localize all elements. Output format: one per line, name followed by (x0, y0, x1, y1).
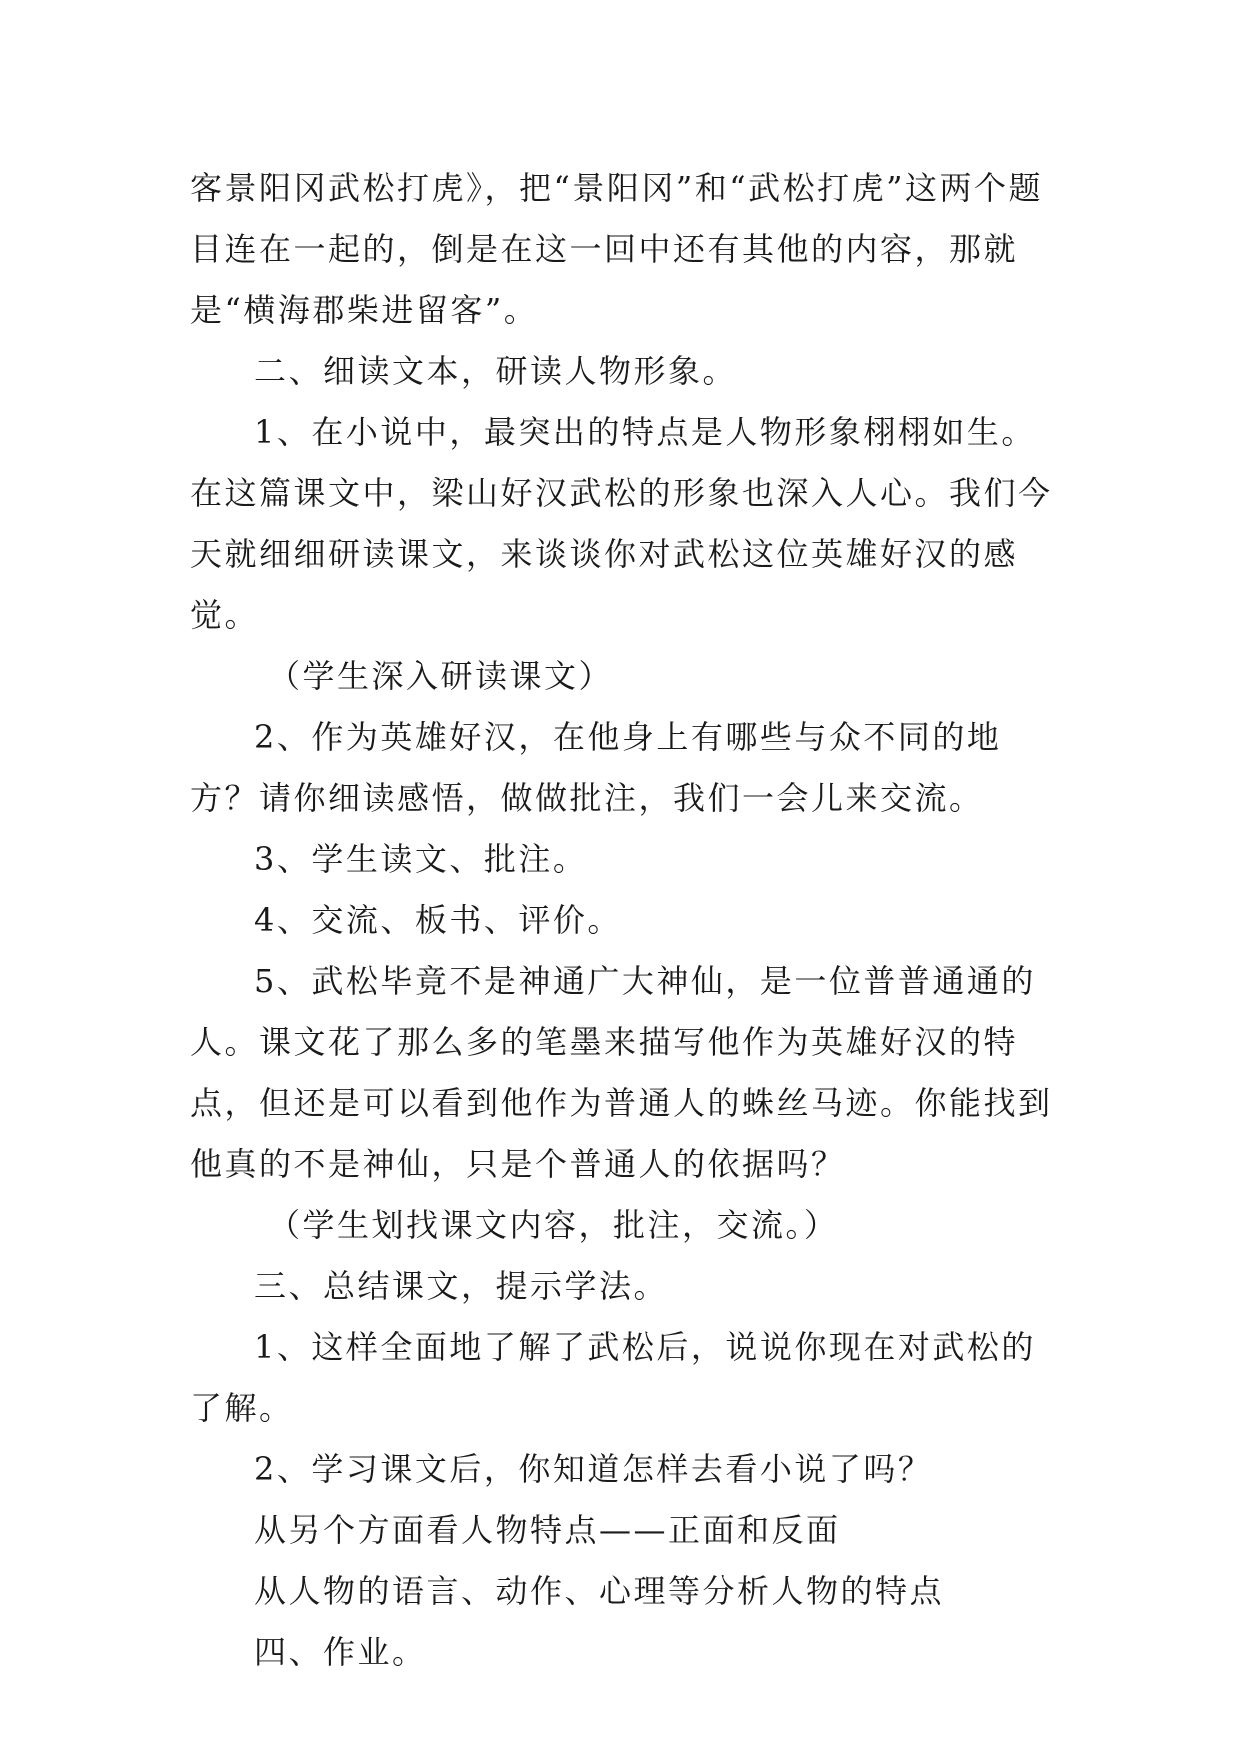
section-heading-2: 二、细读文本，研读人物形象。 (254, 352, 738, 390)
method-line-1: 从另个方面看人物特点——正面和反面 (254, 1511, 841, 1549)
step-paragraph-5: 5、武松毕竟不是神通广大神仙，是一位普普通通的人。课文花了那么多的笔墨来描写他作为英雄好汉的特点，但还是可以看到他作为普通人的蛛丝马迹。你能找到他真的不是神仙，只是个普通人的依据吗？ (190, 962, 1053, 1183)
activity-note-1: （学生深入研读课文） (268, 657, 614, 695)
step-paragraph-4: 4、交流、板书、评价。 (254, 901, 622, 939)
paragraph-continuation: 客景阳冈武松打虎》，把“景阳冈”和“武松打虎”这两个题目连在一起的，倒是在这一回中还有其他的内容，那就是“横海郡柴进留客”。 (190, 169, 1043, 329)
method-line-2: 从人物的语言、动作、心理等分析人物的特点 (254, 1572, 945, 1610)
step-paragraph-2: 2、作为英雄好汉，在他身上有哪些与众不同的地方？请你细读感悟，做做批注，我们一会儿来交流。 (190, 718, 1002, 817)
activity-note-2: （学生划找课文内容，批注，交流。） (268, 1206, 839, 1244)
summary-paragraph-2: 2、学习课文后，你知道怎样去看小说了吗？ (254, 1450, 933, 1488)
step-paragraph-3: 3、学生读文、批注。 (254, 840, 588, 878)
section-heading-3: 三、总结课文，提示学法。 (254, 1267, 669, 1305)
document-body (190, 158, 1065, 1683)
summary-paragraph-1: 1、这样全面地了解了武松后，说说你现在对武松的了解。 (190, 1328, 1036, 1427)
step-paragraph-1: 1、在小说中，最突出的特点是人物形象栩栩如生。在这篇课文中，梁山好汉武松的形象也深入人心。我们今天就细细研读课文，来谈谈你对武松这位英雄好汉的感觉。 (190, 413, 1053, 634)
section-heading-4: 四、作业。 (254, 1633, 427, 1671)
